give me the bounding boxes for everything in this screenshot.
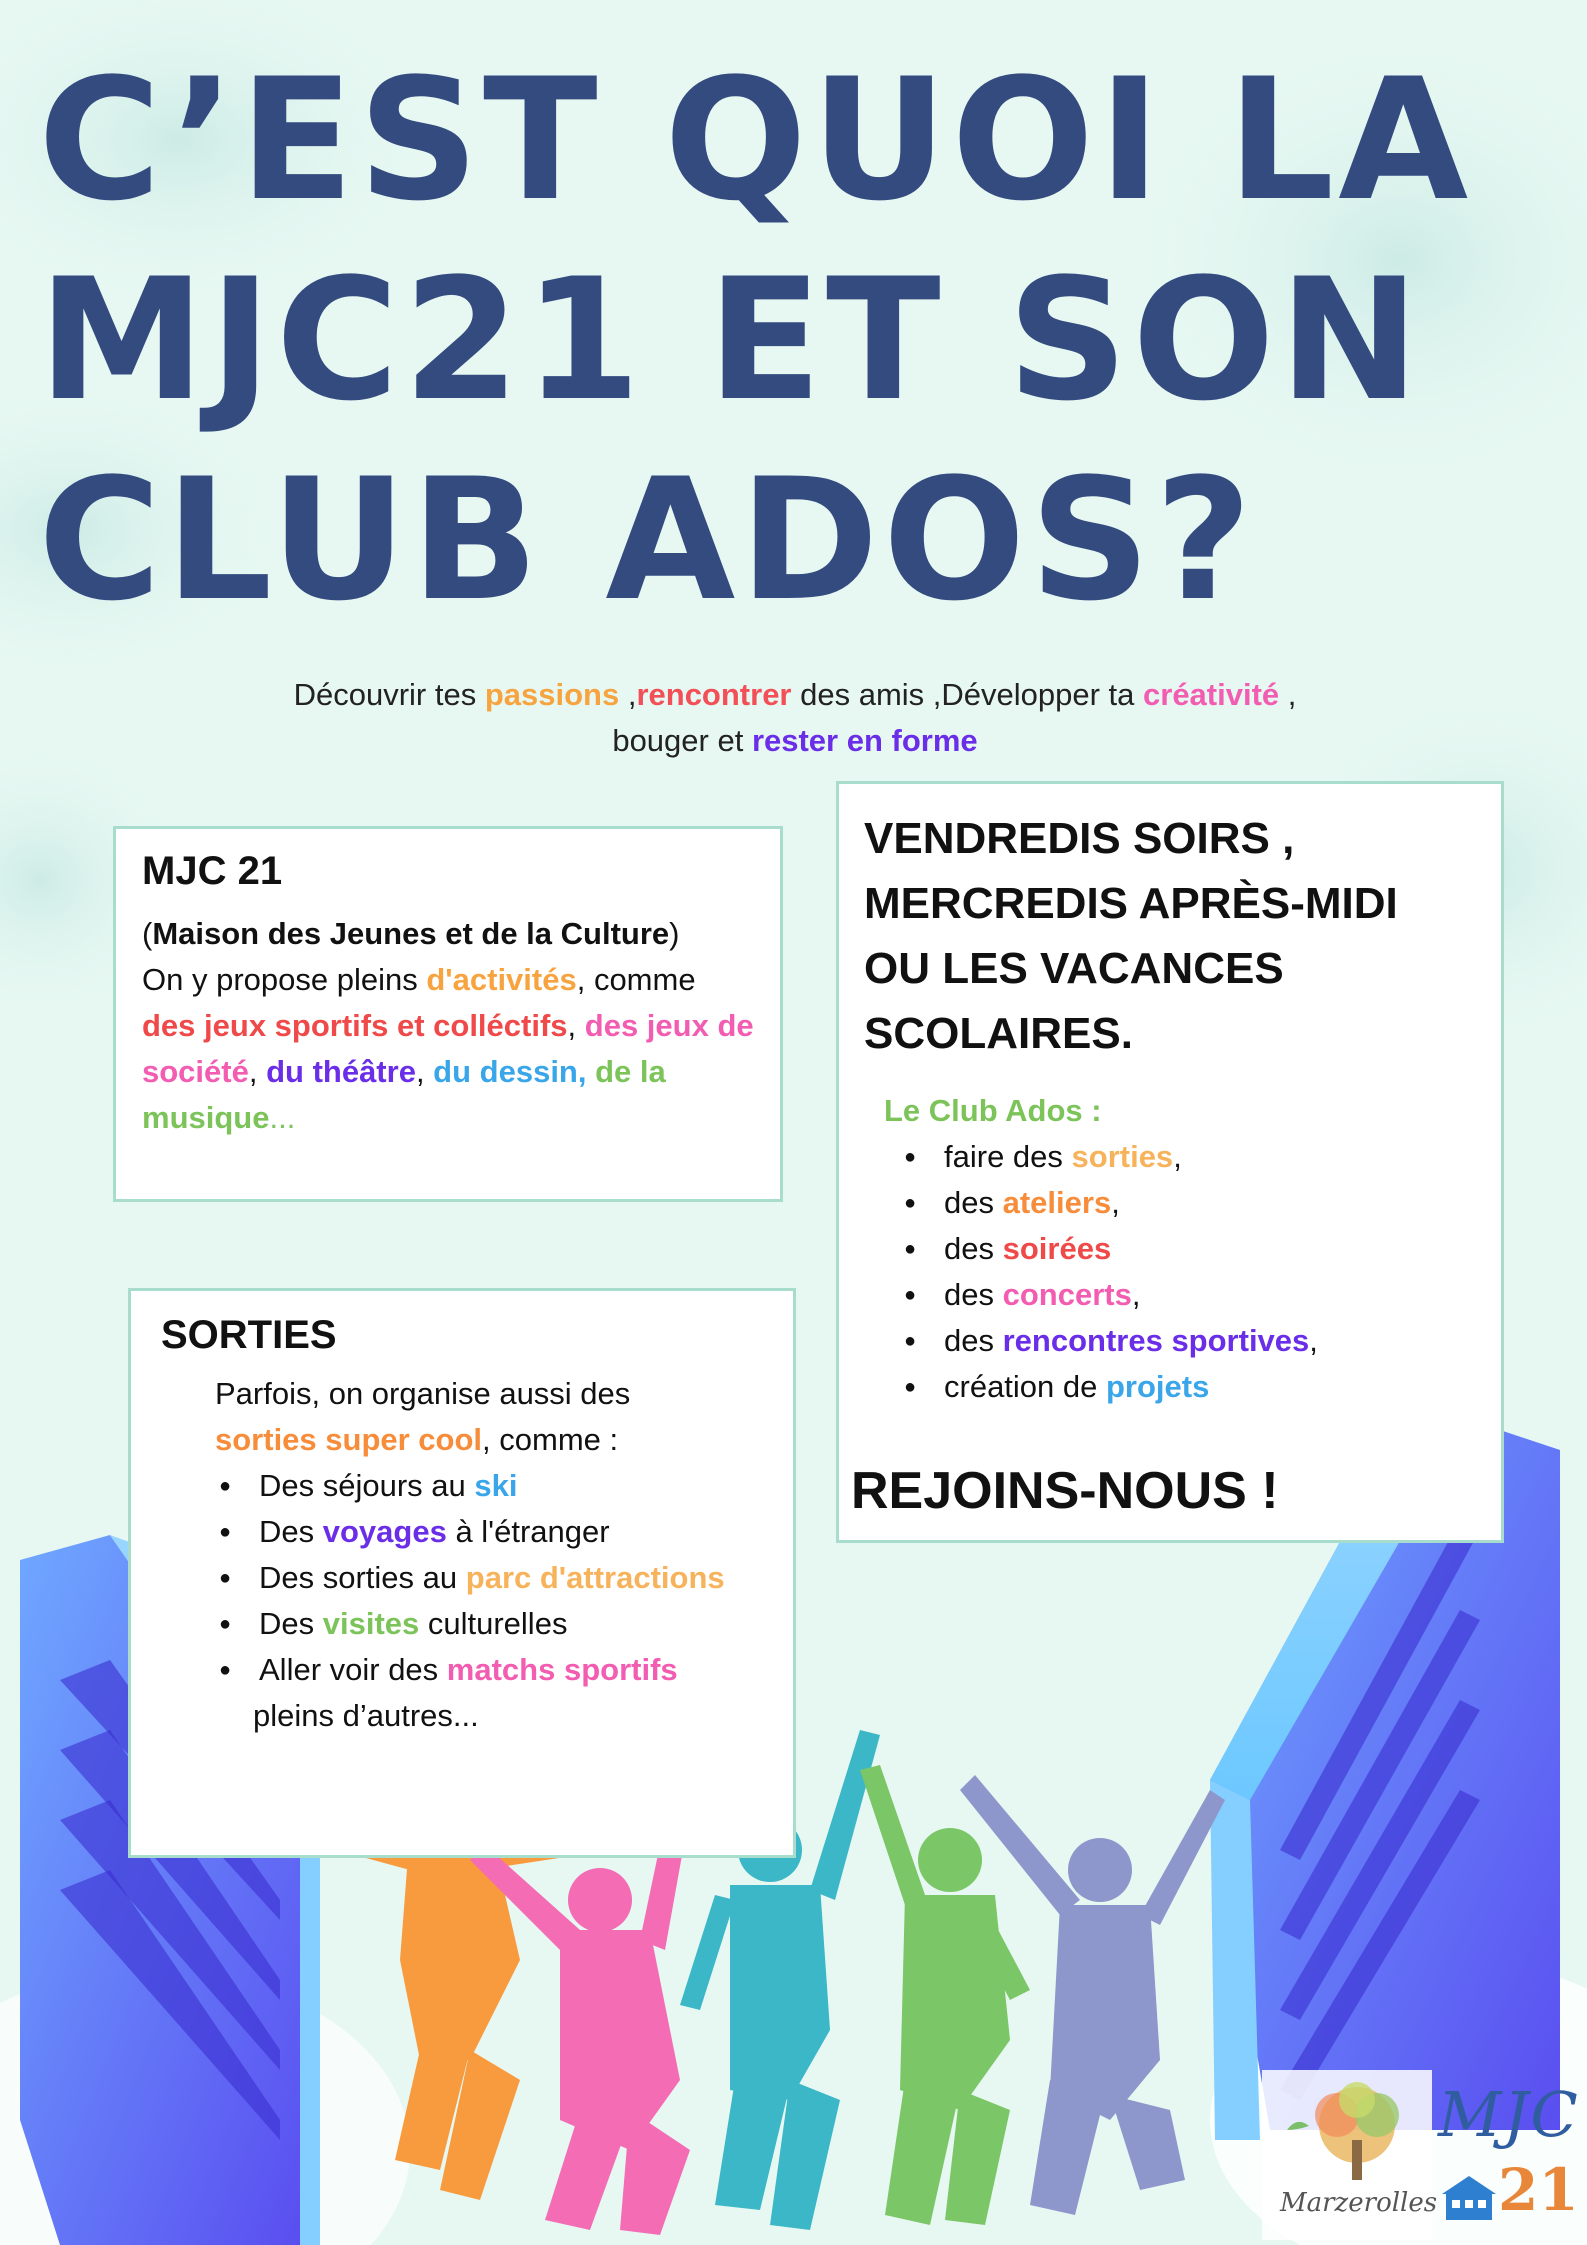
mjc-logo-number: 21 xyxy=(1498,2156,1579,2224)
highlight-ateliers: ateliers xyxy=(1002,1185,1112,1220)
text: Des xyxy=(259,1514,323,1549)
highlight-forme: rester en forme xyxy=(751,723,978,758)
list-item xyxy=(211,1555,731,1601)
club-ados-list xyxy=(896,1134,1476,1410)
text: culturelles xyxy=(419,1606,568,1641)
highlight-dessin: du dessin, xyxy=(433,1054,596,1089)
highlight-matchs: matchs sportifs xyxy=(446,1652,678,1687)
subtitle-text: Découvrir tes xyxy=(293,677,485,712)
page-title xyxy=(38,40,1558,640)
list-item xyxy=(896,1272,1476,1318)
subtitle-line-2 xyxy=(150,718,1440,764)
list-item xyxy=(896,1364,1476,1410)
text: , xyxy=(248,1054,267,1089)
title-line-2: MJC21 ET SON xyxy=(38,242,1424,438)
highlight-activites: d'activités xyxy=(426,962,577,997)
text: Des sorties au xyxy=(259,1560,466,1595)
text: , xyxy=(1111,1185,1120,1220)
list-item xyxy=(211,1463,731,1509)
list-item xyxy=(896,1226,1476,1272)
text: des xyxy=(944,1323,1003,1358)
highlight-projets: projets xyxy=(1106,1369,1210,1404)
list-item xyxy=(896,1318,1476,1364)
text: Des séjours au xyxy=(259,1468,475,1503)
highlight-musique: de la musique xyxy=(142,1054,666,1135)
schedule-line-3: OU LES VACANCES xyxy=(864,944,1284,993)
text: création de xyxy=(944,1369,1106,1404)
text: faire des xyxy=(944,1139,1072,1174)
schedule-box xyxy=(836,781,1504,1543)
text: des xyxy=(944,1277,1003,1312)
text: , xyxy=(415,1054,434,1089)
subtitle-text: , xyxy=(1279,677,1297,712)
house-icon xyxy=(1438,2172,1500,2222)
mjc-full-name xyxy=(142,911,754,957)
mjc-info-box xyxy=(113,826,783,1202)
join-us-cta: REJOINS-NOUS ! xyxy=(851,1462,1279,1520)
marzerolles-text: Marzerolles xyxy=(1280,2188,1438,2218)
schedule-line-2: MERCREDIS APRÈS-MIDI xyxy=(864,879,1398,928)
ellipsis: ... xyxy=(269,1100,296,1135)
text: , comme : xyxy=(482,1422,619,1457)
schedule-line-4: SCOLAIRES. xyxy=(864,1009,1133,1058)
sorties-list xyxy=(211,1463,731,1693)
list-item xyxy=(896,1180,1476,1226)
highlight-jeux-societe: des jeux de société xyxy=(142,1008,754,1089)
highlight-passions: passions xyxy=(484,677,620,712)
highlight-concerts: concerts xyxy=(1002,1277,1132,1312)
list-item xyxy=(211,1509,731,1555)
text: , xyxy=(567,1008,585,1043)
mjc-name-text: Maison des Jeunes et de la Culture xyxy=(152,916,670,951)
mjc21-logo xyxy=(1430,2060,1580,2240)
sorties-outro: pleins d’autres... xyxy=(253,1698,479,1733)
text: Des xyxy=(259,1606,323,1641)
text: à l'étranger xyxy=(446,1514,610,1549)
paren: ( xyxy=(142,916,153,951)
sorties-intro xyxy=(215,1371,763,1463)
list-item xyxy=(211,1647,731,1693)
text: Parfois, on organise aussi des xyxy=(215,1376,631,1411)
highlight-creativite: créativité xyxy=(1143,677,1280,712)
highlight-theatre: du théâtre xyxy=(266,1054,416,1089)
text: , xyxy=(1173,1139,1182,1174)
text: , comme xyxy=(576,962,696,997)
mjc-description xyxy=(142,957,754,1141)
highlight-soirees: soirées xyxy=(1002,1231,1112,1266)
highlight-ski: ski xyxy=(474,1468,518,1503)
sorties-box xyxy=(128,1288,796,1858)
text: , xyxy=(1309,1323,1318,1358)
text: Aller voir des xyxy=(259,1652,447,1687)
subtitle xyxy=(150,672,1440,764)
text: On y propose pleins xyxy=(142,962,427,997)
schedule-line-1: VENDREDIS SOIRS , xyxy=(864,814,1295,863)
highlight-super-cool: sorties super cool xyxy=(215,1422,483,1457)
subtitle-line-1 xyxy=(150,672,1440,718)
text: des xyxy=(944,1231,1003,1266)
title-line-1: C’EST QUOI LA xyxy=(38,42,1473,238)
subtitle-text: bouger et xyxy=(612,723,752,758)
highlight-parc: parc d'attractions xyxy=(465,1560,725,1595)
highlight-rencontres: rencontres sportives xyxy=(1002,1323,1310,1358)
club-ados-label: Le Club Ados : xyxy=(884,1093,1102,1128)
sorties-heading: SORTIES xyxy=(161,1313,337,1357)
highlight-visites: visites xyxy=(322,1606,420,1641)
highlight-sorties: sorties xyxy=(1071,1139,1174,1174)
text: des xyxy=(944,1185,1003,1220)
subtitle-text: , xyxy=(619,677,637,712)
mjc-heading: MJC 21 xyxy=(142,849,283,893)
highlight-voyages: voyages xyxy=(322,1514,447,1549)
mjc-logo-text: MJC xyxy=(1438,2078,1580,2151)
subtitle-text: des amis ,Développer ta xyxy=(791,677,1144,712)
text: , xyxy=(1131,1277,1141,1312)
title-line-3: CLUB ADOS? xyxy=(38,442,1257,638)
list-item xyxy=(896,1134,1476,1180)
paren: ) xyxy=(669,916,680,951)
marzerolles-logo xyxy=(1262,2070,1438,2240)
highlight-rencontrer: rencontrer xyxy=(636,677,792,712)
highlight-jeux-sportifs: des jeux sportifs et colléctifs xyxy=(142,1008,568,1043)
list-item xyxy=(211,1601,731,1647)
